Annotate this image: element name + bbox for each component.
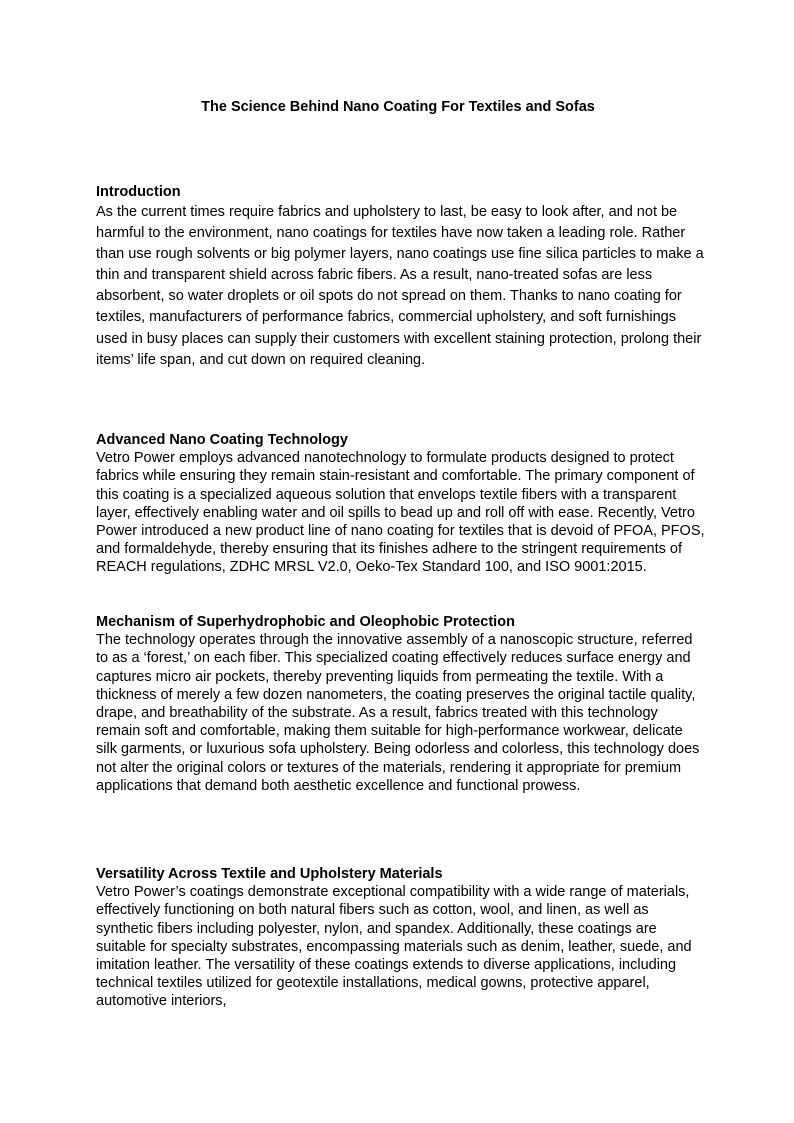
section-paragraph: Vetro Power’s coatings demonstrate exceptional compatibility with a wide range of materials, effectively functioning on both natural fibers such as cotton, wool, and linen, as well as synthetic fibers including polyester, nylon, and spandex. Additionally, these coatings are suitable for specialty substrates, encompassing materials such as denim, leather, suede, and imitation leather. The versatility of these coatings extends to diverse applications, including technical textiles utilized for geotextile installations, medical gowns, protective apparel, automotive interiors, — [96, 884, 692, 1010]
section-heading: Mechanism of Superhydrophobic and Oleophobic Protection — [96, 614, 515, 630]
section-heading: Introduction — [96, 184, 181, 200]
section-mechanism — [96, 613, 706, 795]
section-paragraph: Vetro Power employs advanced nanotechnology to formulate products designed to protect fabrics while ensuring they remain stain-resistant and comfortable. The primary component of this coating is a specialized aqueous solution that envelops textile fibers with a transparent layer, effectively enabling water and oil spills to bead up and roll off with ease. Recently, Vetro Power introduced a new product line of nano coating for textiles that is devoid of PFOA, PFOS, and formaldehyde, thereby ensuring that its finishes adhere to the stringent requirements of REACH regulations, ZDHC MRSL V2.0, Oeko-Tex Standard 100, and ISO 9001:2015. — [96, 450, 705, 576]
section-heading: Advanced Nano Coating Technology — [96, 432, 348, 448]
page-title: The Science Behind Nano Coating For Textiles and Sofas — [201, 99, 595, 115]
section-paragraph: The technology operates through the innovative assembly of a nanoscopic structure, referred to as a ‘forest,’ on each fiber. This specialized coating effectively reduces surface energy and captures micro air pockets, thereby preventing liquids from permeating the textile. With a thickness of merely a few dozen nanometers, the coating preserves the original tactile quality, drape, and breathability of the substrate. As a result, fabrics treated with this technology remain soft and comfortable, making them suitable for high-performance workwear, delicate silk garments, or luxurious sofa upholstery. Being odorless and colorless, this technology does not alter the original colors or textures of the materials, rendering it appropriate for premium applications that demand both aesthetic excellence and functional prowess. — [96, 632, 700, 794]
section-heading: Versatility Across Textile and Upholstery Materials — [96, 866, 443, 882]
section-introduction — [96, 182, 706, 371]
section-versatility — [96, 865, 706, 1011]
section-paragraph: As the current times require fabrics and upholstery to last, be easy to look after, and not be harmful to the environment, nano coatings for textiles have now taken a leading role. Rather than use rough solvents or big polymer layers, nano coatings use fine silica particles to make a thin and transparent shield across fabric fibers. As a result, nano-treated sofas are less absorbent, so water droplets or oil spots do not spread on them. Thanks to nano coating for textiles, manufacturers of performance fabrics, commercial upholstery, and soft furnishings used in busy places can supply their customers with excellent staining protection, prolong their items’ life span, and cut down on required cleaning. — [96, 204, 704, 368]
section-advanced-nano-coating — [96, 431, 706, 577]
